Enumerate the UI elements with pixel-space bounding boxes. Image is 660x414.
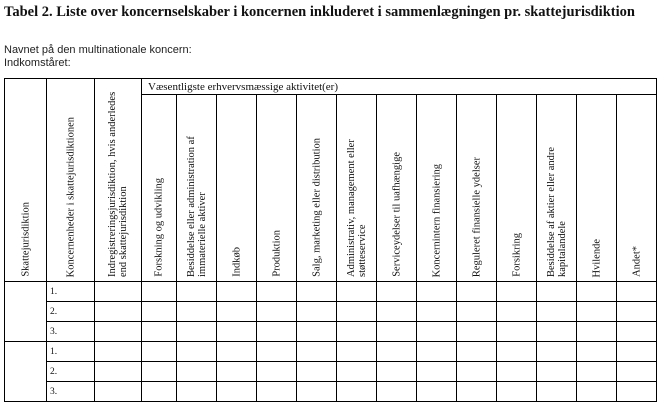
col-header-activity: Reguleret finansielle ydelser	[457, 95, 497, 282]
activity-cell[interactable]	[537, 362, 577, 382]
col-header-entities: Koncernenheder i skattejurisdiktionen	[47, 79, 95, 282]
activities-group-header: Væsentligste erhvervsmæssige aktivitet(er)	[142, 79, 657, 95]
activity-cell[interactable]	[417, 342, 457, 362]
col-header-activity: Forskning og udvikling	[142, 95, 177, 282]
activity-cell[interactable]	[337, 282, 377, 302]
activity-cell[interactable]	[257, 362, 297, 382]
activity-cell[interactable]	[457, 342, 497, 362]
activity-cell[interactable]	[577, 382, 617, 402]
activity-cell[interactable]	[417, 282, 457, 302]
col-header-activity: Produktion	[257, 95, 297, 282]
activity-cell[interactable]	[577, 322, 617, 342]
activity-cell[interactable]	[142, 382, 177, 402]
activity-cell[interactable]	[217, 382, 257, 402]
activity-cell[interactable]	[457, 302, 497, 322]
table-row	[5, 282, 657, 302]
activity-cell[interactable]	[257, 322, 297, 342]
activity-cell[interactable]	[417, 322, 457, 342]
entity-number-cell[interactable]: 3.	[47, 322, 95, 342]
col-header-activity: Andet*	[617, 95, 657, 282]
activity-cell[interactable]	[377, 342, 417, 362]
activity-cell[interactable]	[142, 302, 177, 322]
activity-cell[interactable]	[617, 282, 657, 302]
incorporation-cell[interactable]	[95, 322, 142, 342]
activity-cell[interactable]	[177, 322, 217, 342]
activity-cell[interactable]	[497, 322, 537, 342]
group-name-label: Navnet på den multinationale koncern:	[4, 44, 192, 56]
activity-cell[interactable]	[142, 282, 177, 302]
activity-cell[interactable]	[217, 282, 257, 302]
table-row	[5, 382, 657, 402]
entity-number-cell[interactable]: 1.	[47, 342, 95, 362]
activity-cell[interactable]	[142, 362, 177, 382]
activity-cell[interactable]	[577, 282, 617, 302]
activity-cell[interactable]	[377, 362, 417, 382]
incorporation-cell[interactable]	[95, 282, 142, 302]
activity-cell[interactable]	[577, 362, 617, 382]
activity-cell[interactable]	[497, 302, 537, 322]
activity-cell[interactable]	[537, 282, 577, 302]
activity-cell[interactable]	[297, 302, 337, 322]
activity-cell[interactable]	[337, 342, 377, 362]
incorporation-cell[interactable]	[95, 362, 142, 382]
activity-cell[interactable]	[297, 342, 337, 362]
activity-cell[interactable]	[377, 282, 417, 302]
income-year-label: Indkomståret:	[4, 57, 71, 69]
col-header-activity: Indkøb	[217, 95, 257, 282]
activity-cell[interactable]	[377, 302, 417, 322]
activity-cell[interactable]	[297, 322, 337, 342]
activity-cell[interactable]	[257, 302, 297, 322]
activity-cell[interactable]	[297, 362, 337, 382]
activity-cell[interactable]	[257, 282, 297, 302]
activity-cell[interactable]	[497, 282, 537, 302]
activity-cell[interactable]	[217, 302, 257, 322]
activity-cell[interactable]	[457, 282, 497, 302]
activity-cell[interactable]	[257, 342, 297, 362]
activity-cell[interactable]	[617, 302, 657, 322]
incorporation-cell[interactable]	[95, 342, 142, 362]
activity-cell[interactable]	[337, 322, 377, 342]
activity-cell[interactable]	[337, 362, 377, 382]
activity-cell[interactable]	[617, 362, 657, 382]
incorporation-cell[interactable]	[95, 302, 142, 322]
activity-cell[interactable]	[377, 382, 417, 402]
activity-cell[interactable]	[617, 382, 657, 402]
activity-cell[interactable]	[617, 342, 657, 362]
col-header-jurisdiction: Skattejurisdiktion	[5, 79, 47, 282]
entity-number-cell[interactable]: 3.	[47, 382, 95, 402]
incorporation-cell[interactable]	[95, 382, 142, 402]
table-row	[5, 322, 657, 342]
table-title: Tabel 2. Liste over koncernselskaber i koncernen inkluderet i sammenlægningen pr. skattejurisdiktion	[4, 4, 635, 20]
col-header-activity: Salg, marketing eller distribution	[297, 95, 337, 282]
table-row	[5, 342, 657, 362]
col-header-activity: Koncernintern finansiering	[417, 95, 457, 282]
activity-cell[interactable]	[297, 282, 337, 302]
activity-cell[interactable]	[457, 382, 497, 402]
activity-cell[interactable]	[537, 342, 577, 362]
col-header-activity: Hvilende	[577, 95, 617, 282]
activity-cell[interactable]	[617, 322, 657, 342]
activity-cell[interactable]	[177, 302, 217, 322]
activity-cell[interactable]	[217, 342, 257, 362]
col-header-activity: Besiddelse af aktier eller andre kapitalandele	[537, 95, 577, 282]
activity-cell[interactable]	[417, 302, 457, 322]
activity-cell[interactable]	[217, 322, 257, 342]
activity-cell[interactable]	[417, 382, 457, 402]
activity-cell[interactable]	[177, 282, 217, 302]
activity-cell[interactable]	[337, 382, 377, 402]
activity-cell[interactable]	[457, 362, 497, 382]
activity-cell[interactable]	[377, 322, 417, 342]
activity-cell[interactable]	[537, 322, 577, 342]
col-header-activity: Administrativ, management eller støtteservice	[337, 95, 377, 282]
jurisdiction-cell[interactable]	[5, 342, 47, 402]
entity-number-cell[interactable]: 2.	[47, 302, 95, 322]
activity-cell[interactable]	[417, 362, 457, 382]
activity-cell[interactable]	[177, 342, 217, 362]
col-header-activity: Serviceydelser til uafhængige	[377, 95, 417, 282]
activity-cell[interactable]	[537, 302, 577, 322]
activity-cell[interactable]	[177, 382, 217, 402]
activity-cell[interactable]	[577, 302, 617, 322]
activity-cell[interactable]	[497, 382, 537, 402]
col-header-incorporation: Indregistreringsjurisdiktion, hvis anderledes end skattejurisdiktion	[95, 79, 142, 282]
activity-cell[interactable]	[217, 362, 257, 382]
activity-cell[interactable]	[142, 322, 177, 342]
activity-cell[interactable]	[297, 382, 337, 402]
activity-cell[interactable]	[497, 342, 537, 362]
table-row	[5, 302, 657, 322]
table-row	[5, 362, 657, 382]
jurisdiction-cell[interactable]	[5, 282, 47, 342]
activity-cell[interactable]	[257, 382, 297, 402]
activity-cell[interactable]	[537, 382, 577, 402]
col-header-activity: Forsikring	[497, 95, 537, 282]
col-header-activity: Besiddelse eller administration af immaterielle aktiver	[177, 95, 217, 282]
activity-cell[interactable]	[577, 342, 617, 362]
jurisdiction-table	[4, 78, 657, 402]
activity-cell[interactable]	[142, 342, 177, 362]
entity-number-cell[interactable]: 2.	[47, 362, 95, 382]
activity-cell[interactable]	[497, 362, 537, 382]
activity-cell[interactable]	[337, 302, 377, 322]
activity-cell[interactable]	[457, 322, 497, 342]
entity-number-cell[interactable]: 1.	[47, 282, 95, 302]
activity-cell[interactable]	[177, 362, 217, 382]
